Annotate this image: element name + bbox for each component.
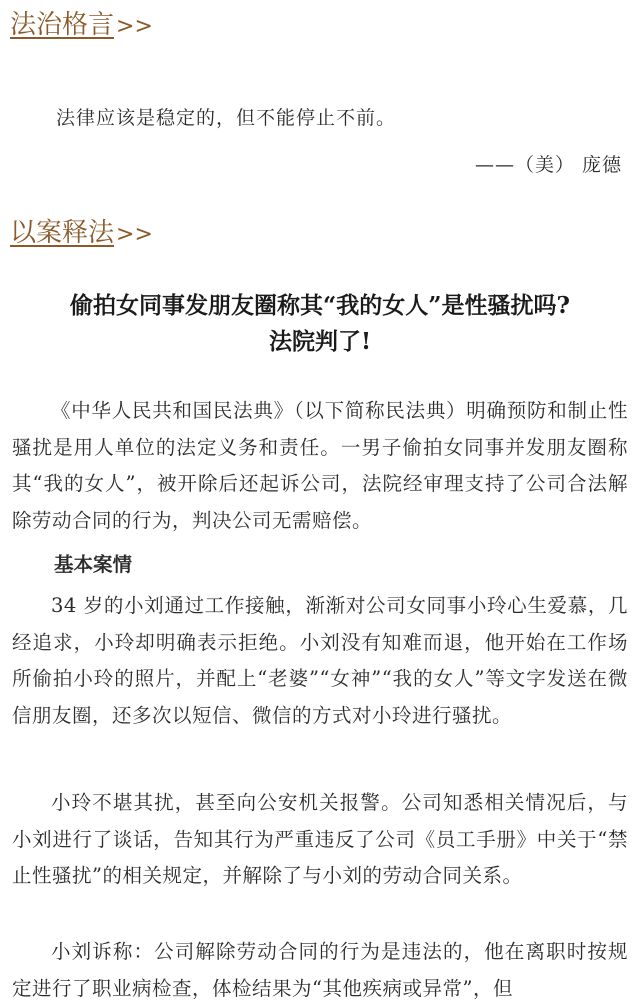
case-paragraph-3: 小刘诉称：公司解除劳动合同的行为是违法的，他在离职时按规定进行了职业病检查，体检结果为“其他疾病或异常”，但 bbox=[12, 940, 628, 1000]
section-heading-case bbox=[10, 218, 153, 250]
section-heading-case-arrow: >> bbox=[116, 222, 153, 247]
quote-author: ——（美） 庞德 bbox=[474, 154, 622, 176]
section-heading-quote-label: 法治格言 bbox=[10, 10, 115, 40]
article-intro-paragraph: 《中华人民共和国民法典》（以下简称民法典）明确预防和制止性骚扰是用人单位的法定义务和责任。一男子偷拍女同事并发朋友圈称其“我的女人”，被开除后还起诉公司，法院经审理支持了公司合法解除劳动合同的行为，判决公司无需赔偿。 bbox=[12, 399, 628, 532]
case-paragraph-1: 34 岁的小刘通过工作接触，渐渐对公司女同事小玲心生爱慕，几经追求，小玲却明确表示拒绝。小刘没有知难而退，他开始在工作场所偷拍小玲的照片，并配上“老婆”“女神”“我的女人”等文字发送在微信朋友圈，还多次以短信、微信的方式对小玲进行骚扰。 bbox=[12, 594, 628, 727]
article-title-line-2: 法院判了! bbox=[268, 328, 372, 355]
case-paragraph-2: 小玲不堪其扰，甚至向公安机关报警。公司知悉相关情况后，与小刘进行了谈话，告知其行为严重违反了公司《员工手册》中关于“禁止性骚扰”的相关规定，并解除了与小刘的劳动合同关系。 bbox=[12, 791, 628, 887]
section-heading-case-label: 以案释法 bbox=[10, 218, 115, 248]
section-heading-quote-arrow: >> bbox=[116, 14, 153, 39]
section-heading-quote bbox=[10, 10, 153, 42]
article-title bbox=[0, 288, 640, 360]
basic-facts-heading: 基本案情 bbox=[54, 553, 133, 576]
quote-text: 法律应该是稳定的，但不能停止不前。 bbox=[56, 107, 397, 129]
article-title-line-1: 偷拍女同事发朋友圈称其“我的女人”是性骚扰吗? bbox=[70, 292, 570, 319]
